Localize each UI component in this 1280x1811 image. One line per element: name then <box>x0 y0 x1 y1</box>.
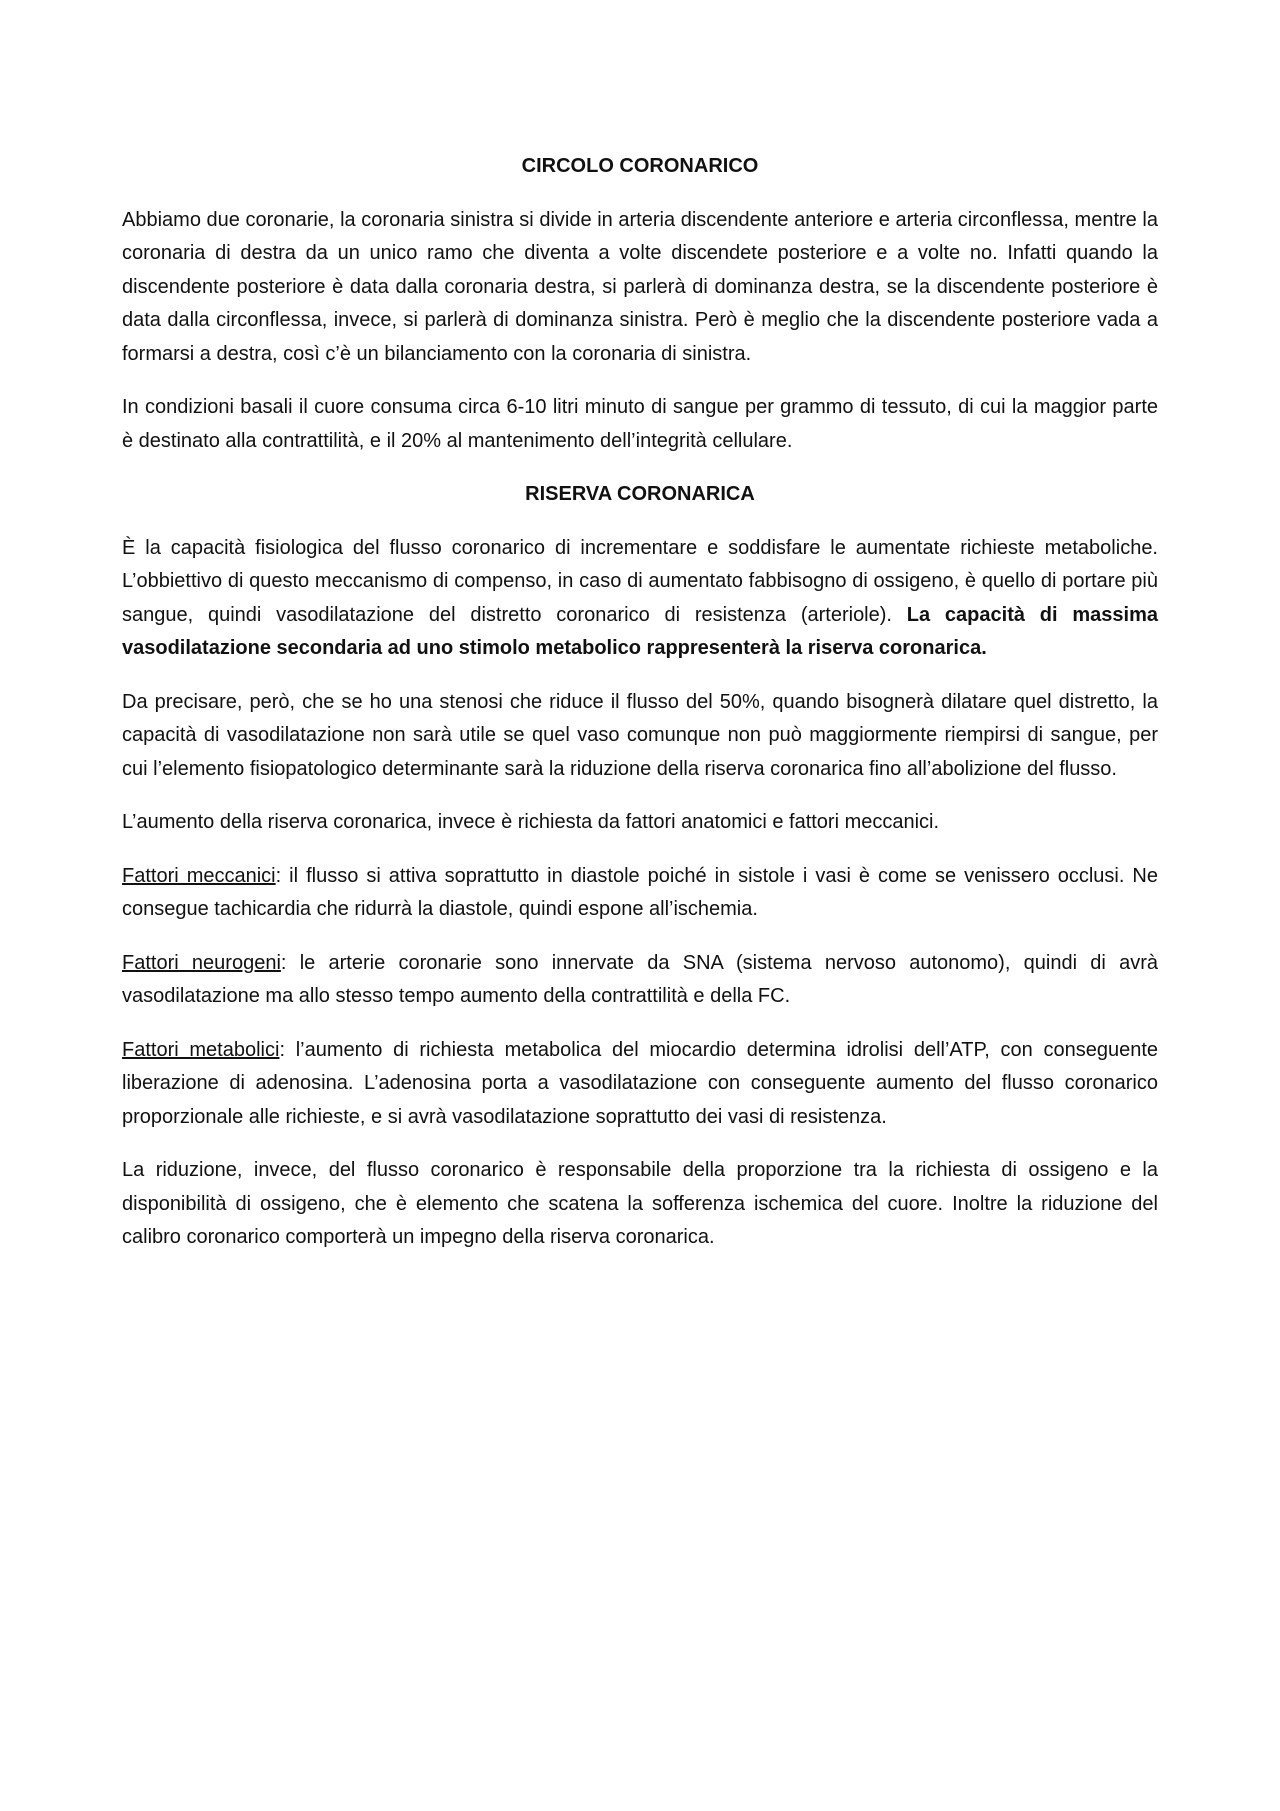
text-fattori-neurogeni: : le arterie coronarie sono innervate da SNA (sistema nervoso autonomo), quindi di avrà vasodilatazione ma allo stesso tempo aumento della contrattilità e della FC. <box>122 951 1158 1007</box>
term-fattori-neurogeni: Fattori neurogeni <box>122 951 281 974</box>
paragraph-riduzione-flusso: La riduzione, invece, del flusso coronarico è responsabile della proporzione tra la richiesta di ossigeno e la disponibilità di ossigeno, che è elemento che scatena la sofferenza ischemica del cuore. Inoltre la riduzione del calibro coronarico comporterà un impegno della riserva coronarica. <box>122 1159 1158 1248</box>
term-fattori-metabolici: Fattori metabolici <box>122 1038 280 1061</box>
heading-riserva-coronarica: RISERVA CORONARICA <box>525 483 755 505</box>
definizione-text: È la capacità fisiologica del flusso coronarico di incrementare e soddisfare le aumentate richieste metaboliche. L’obbiettivo di questo meccanismo di compenso, in caso di aumentato fabbisogno di ossigeno, è quello di portare più sangue, quindi vasodilatazione del distretto coronarico di resistenza (arteriole). <box>122 536 1158 626</box>
paragraph-definizione-riserva <box>122 532 1158 666</box>
text-fattori-metabolici: : l’aumento di richiesta metabolica del miocardio determina idrolisi dell’ATP, con conseguente liberazione di adenosina. L’adenosina porta a vasodilatazione con conseguente aumento del flusso coronarico proporzionale alle richieste, e si avrà vasodilatazione soprattutto dei vasi di resistenza. <box>122 1038 1158 1128</box>
paragraph-condizioni-basali: In condizioni basali il cuore consuma circa 6-10 litri minuto di sangue per grammo di tessuto, di cui la maggior parte è destinato alla contrattilità, e il 20% al mantenimento dell’integrità cellulare. <box>122 396 1158 452</box>
paragraph-stenosi: Da precisare, però, che se ho una stenosi che riduce il flusso del 50%, quando bisognerà dilatare quel distretto, la capacità di vasodilatazione non sarà utile se quel vaso comunque non può maggiormente riempirsi di sangue, per cui l’elemento fisiopatologico determinante sarà la riduzione della riserva coronarica fino all’abolizione del flusso. <box>122 690 1158 780</box>
paragraph-fattori-neurogeni <box>122 947 1158 1014</box>
text-fattori-meccanici: : il flusso si attiva soprattutto in diastole poiché in sistole i vasi è come se venissero occlusi. Ne consegue tachicardia che ridurrà la diastole, quindi espone all’ischemia. <box>122 864 1158 920</box>
document-page <box>122 150 1158 1275</box>
term-fattori-meccanici: Fattori meccanici <box>122 864 276 887</box>
paragraph-aumento-riserva: L’aumento della riserva coronarica, invece è richiesta da fattori anatomici e fattori meccanici. <box>122 811 940 833</box>
heading-circolo-coronarico: CIRCOLO CORONARICO <box>521 155 759 177</box>
paragraph-fattori-meccanici <box>122 860 1158 927</box>
paragraph-fattori-metabolici <box>122 1034 1158 1135</box>
definizione-bold-text: La capacità di massima vasodilatazione secondaria ad uno stimolo metabolico rappresenterà la riserva coronarica. <box>122 603 1158 659</box>
paragraph-coronarie: Abbiamo due coronarie, la coronaria sinistra si divide in arteria discendente anteriore e arteria circonflessa, mentre la coronaria di destra da un unico ramo che diventa a volte discendete posteriore e a volte no. Infatti quando la discendente posteriore è data dalla coronaria destra, si parlerà di dominanza destra, se la discendente posteriore è data dalla circonflessa, invece, si parlerà di dominanza sinistra. Però è meglio che la discendente posteriore vada a formarsi a destra, così c’è un bilanciamento con la coronaria di sinistra. <box>122 208 1158 365</box>
